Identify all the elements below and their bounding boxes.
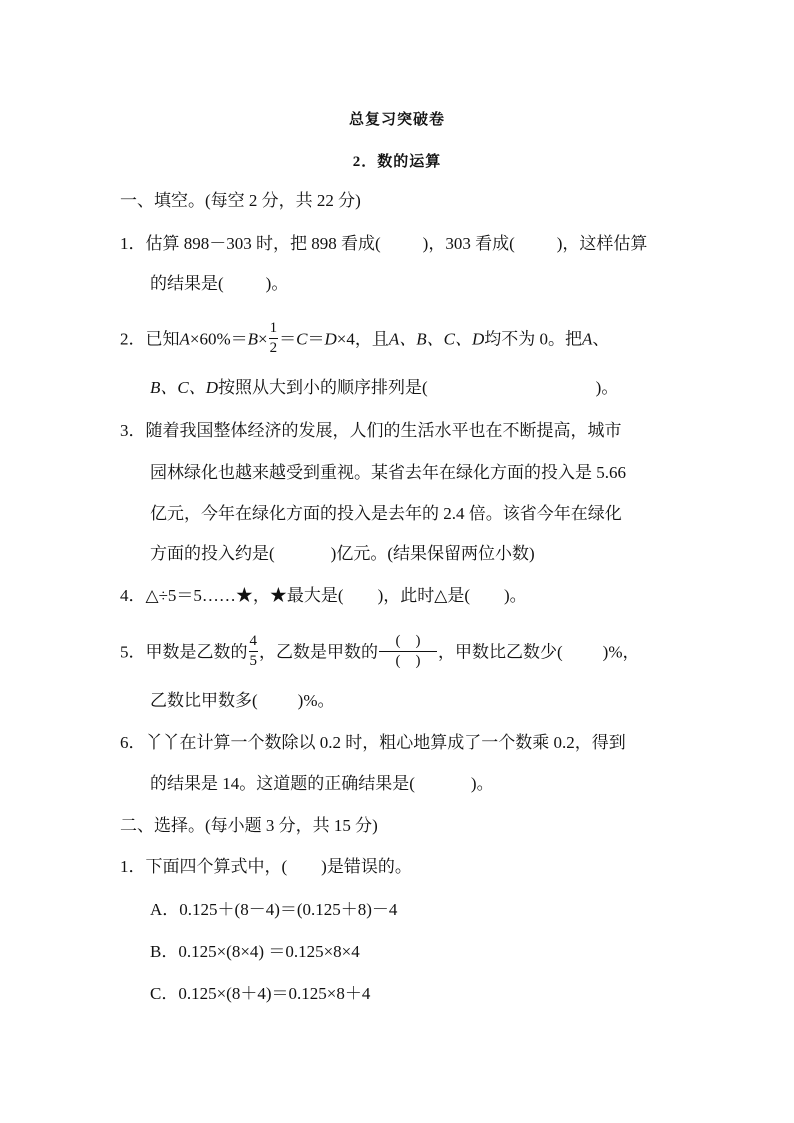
q2-frac-den: 2 <box>269 340 278 356</box>
q5-text-a: 5．甲数是乙数的 <box>120 642 248 662</box>
q2-text-mid: ×60%＝ <box>189 329 248 349</box>
q1-text-c: )，这样估算 <box>556 234 648 253</box>
s2-q1-text-b: )是错误的。 <box>321 857 412 876</box>
q4-line <box>120 585 527 607</box>
q2-text-b: 按照从大到小的顺序排列是( <box>218 378 428 397</box>
page-subtitle: 2．数的运算 <box>352 154 442 170</box>
q2-var-a: A <box>179 329 190 349</box>
q4-text-c: )。 <box>503 586 527 605</box>
q5-text-d: )%， <box>602 642 640 662</box>
q2-frac-bar <box>269 338 279 339</box>
q2-comma: 、 <box>592 329 610 349</box>
q2-var-list: A、B、C、D <box>388 329 485 349</box>
q5-frac1-num: 4 <box>249 633 257 649</box>
s2-q1-stem <box>120 856 412 878</box>
q3-line3: 亿元，今年在绿化方面的投入是去年的 2.4 倍。该省今年在绿化 <box>150 504 622 523</box>
q2-text-c: )。 <box>595 378 619 397</box>
q1-text-d: 的结果是( <box>150 274 224 293</box>
s2-q1-option-a: A．0.125＋(8－4)＝(0.125＋8)－4 <box>150 900 398 919</box>
q2-var-a2: A <box>581 329 593 349</box>
q5-text-b: ，乙数是甲数的 <box>259 642 378 662</box>
q5-frac2-bar <box>379 651 437 652</box>
q2-text-a: 2．已知 <box>120 329 180 349</box>
q5-fraction-1 <box>249 634 259 669</box>
q4-text-a: 4．△÷5＝5……★，★最大是( <box>120 586 344 605</box>
section1-heading: 一、填空。(每空 2 分，共 22 分) <box>120 191 361 210</box>
q3-line1: 3．随着我国整体经济的发展，人们的生活水平也在不断提高，城市 <box>120 421 622 440</box>
q5-fraction-2 <box>379 634 437 669</box>
q2-var-list2: B、C、D <box>150 378 218 397</box>
q5-text-e: 乙数比甲数多( <box>150 691 258 710</box>
q1-text-b: )，303 看成( <box>422 234 515 253</box>
q2-line1 <box>120 320 610 358</box>
q6-line2 <box>150 773 494 795</box>
s2-q1-option-b: B．0.125×(8×4) ＝0.125×8×4 <box>150 942 360 961</box>
q2-eq: ＝ <box>279 329 297 349</box>
q6-line1: 6．丫丫在计算一个数除以 0.2 时，粗心地算成了一个数乘 0.2，得到 <box>120 733 626 752</box>
q6-text-a: 的结果是 14。这道题的正确结果是( <box>150 774 415 793</box>
q5-frac1-bar <box>249 651 259 652</box>
s2-q1-text-a: 1．下面四个算式中，( <box>120 857 288 876</box>
q2-var-d: D <box>324 329 337 349</box>
q3-line4 <box>150 543 535 565</box>
q2-text-tail2: 均不为 0。把 <box>484 329 582 349</box>
q6-text-b: )。 <box>470 774 494 793</box>
q3-line2: 园林绿化也越来越受到重视。某省去年在绿化方面的投入是 5.66 <box>150 463 626 482</box>
q3-text-a: 方面的投入约是( <box>150 544 275 563</box>
q5-line1 <box>120 633 640 671</box>
q5-frac1-den: 5 <box>249 653 257 669</box>
q2-text-tail1: ×4，且 <box>336 329 389 349</box>
q1-text-a: 1．估算 898－303 时，把 898 看成( <box>120 234 381 253</box>
q4-text-b: )，此时△是( <box>377 586 470 605</box>
q3-text-b: )亿元。(结果保留两位小数) <box>330 544 535 563</box>
q2-times: × <box>258 329 268 349</box>
s2-q1-option-c: C．0.125×(8＋4)＝0.125×8＋4 <box>150 984 371 1003</box>
q5-text-f: )%。 <box>297 691 335 710</box>
q5-text-c: ，甲数比乙数少( <box>438 642 563 662</box>
q2-frac-num: 1 <box>269 320 278 336</box>
q2-line2 <box>150 377 618 399</box>
q1-line1 <box>120 233 647 255</box>
q1-line2 <box>150 273 288 295</box>
q5-frac2-num: ( ) <box>395 633 421 649</box>
section2-heading: 二、选择。(每小题 3 分，共 15 分) <box>120 816 378 835</box>
q5-line2 <box>150 690 335 712</box>
q2-eq2: ＝ <box>307 329 325 349</box>
q2-fraction <box>269 321 279 356</box>
q2-var-b: B <box>247 329 259 349</box>
q1-text-e: )。 <box>265 274 289 293</box>
q5-frac2-den: ( ) <box>395 653 421 669</box>
q2-var-c: C <box>296 329 308 349</box>
page-title: 总复习突破卷 <box>348 112 445 128</box>
